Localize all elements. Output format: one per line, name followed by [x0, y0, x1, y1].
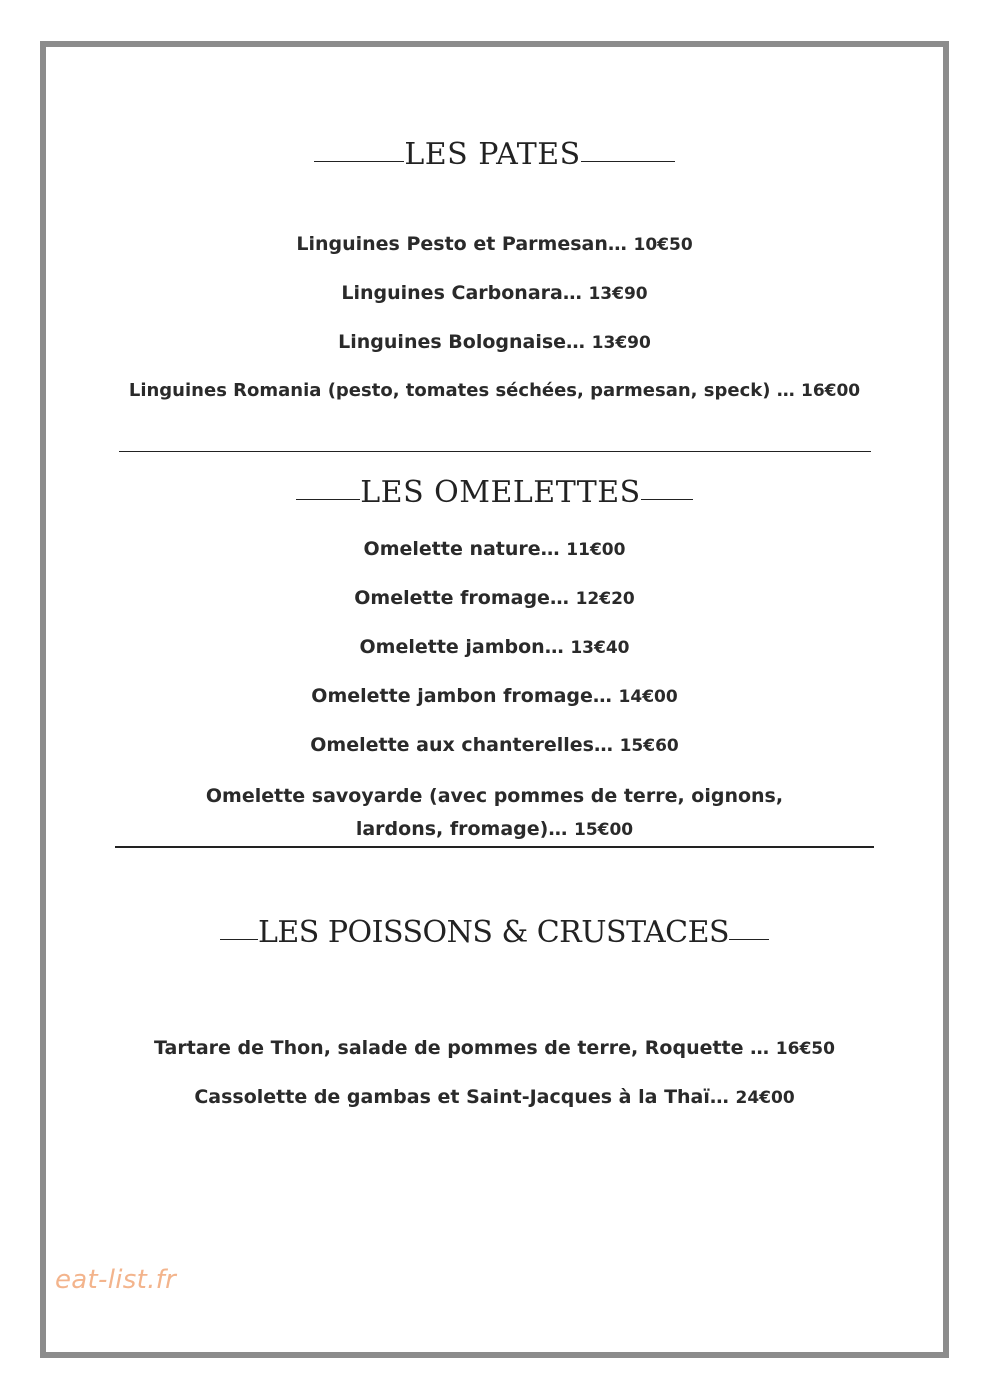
title-underline-right [729, 938, 769, 940]
item-price: 16€00 [800, 381, 861, 401]
item-name: Linguines Pesto et Parmesan… [296, 233, 627, 255]
section-title-omelettes [46, 475, 943, 510]
menu-item [46, 1037, 943, 1059]
item-price: 12€20 [575, 589, 635, 609]
menu-page [40, 41, 949, 1358]
section-title-poissons [46, 915, 943, 950]
item-name: Linguines Carbonara… [341, 282, 582, 304]
menu-item [46, 636, 943, 658]
title-underline-right [581, 160, 675, 162]
watermark-logo: eat-list.fr [55, 1265, 177, 1295]
title-underline-left [314, 160, 404, 162]
item-name: Linguines Romania (pesto, tomates séchées, parmesan, speck) … [128, 380, 795, 401]
item-name: Tartare de Thon, salade de pommes de terre, Roquette … [154, 1037, 770, 1059]
item-price: 13€90 [591, 333, 651, 353]
menu-item [46, 734, 943, 756]
item-name: Omelette nature… [363, 538, 560, 560]
item-price: 15€00 [573, 820, 634, 840]
item-name: Omelette fromage… [354, 587, 569, 609]
item-price: 14€00 [618, 687, 678, 707]
section-title-pates-text: LES PATES [404, 137, 581, 172]
title-underline-left [220, 938, 258, 940]
item-name: Cassolette de gambas et Saint-Jacques à la Thaï… [194, 1086, 729, 1108]
section-divider [115, 846, 874, 848]
menu-item [46, 685, 943, 707]
section-divider [119, 451, 871, 452]
menu-item [166, 780, 823, 847]
item-name: Linguines Bolognaise… [338, 331, 586, 353]
section-title-poissons-text: LES POISSONS & CRUSTACES [257, 915, 730, 950]
menu-item [46, 538, 943, 560]
menu-content [46, 47, 943, 1352]
menu-item [46, 331, 943, 353]
item-name: Omelette aux chanterelles… [310, 734, 613, 756]
item-price: 16€50 [775, 1039, 835, 1059]
menu-item [46, 233, 943, 255]
item-price: 13€40 [570, 638, 630, 658]
menu-item [46, 1086, 943, 1108]
item-name: Omelette savoyarde (avec pommes de terre, oignons, lardons, fromage)… [205, 785, 784, 840]
item-price: 13€90 [588, 284, 648, 304]
item-name: Omelette jambon… [359, 636, 564, 658]
section-title-omelettes-text: LES OMELETTES [360, 475, 641, 510]
item-price: 10€50 [633, 235, 693, 255]
menu-item [46, 282, 943, 304]
title-underline-right [641, 498, 693, 500]
item-price: 11€00 [566, 540, 626, 560]
item-name: Omelette jambon fromage… [311, 685, 612, 707]
section-title-pates [46, 137, 943, 172]
menu-item [46, 587, 943, 609]
menu-item [46, 380, 943, 401]
item-price: 24€00 [735, 1088, 795, 1108]
title-underline-left [296, 498, 360, 500]
item-price: 15€60 [619, 736, 679, 756]
